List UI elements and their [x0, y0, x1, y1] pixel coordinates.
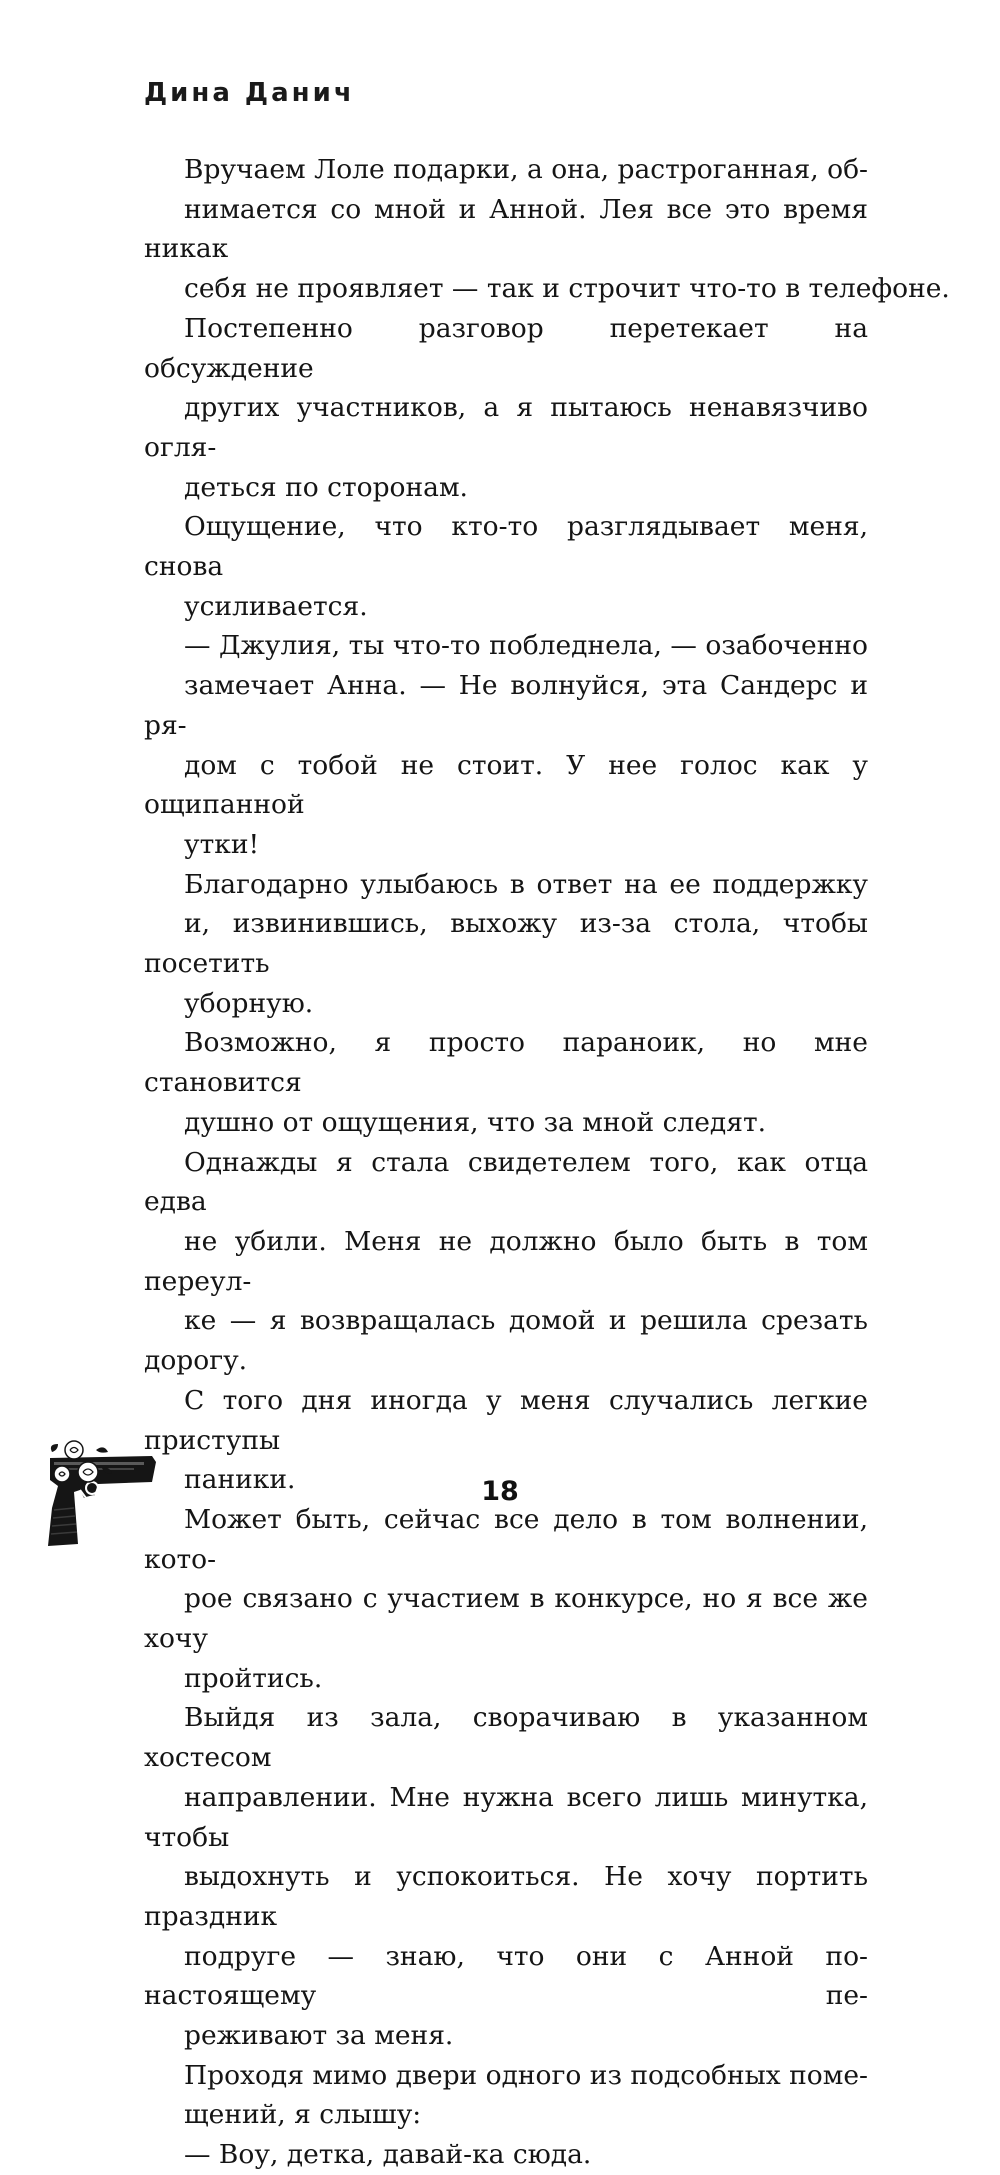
text-line: рое связано с участием в конкурсе, но я все же хочу — [144, 1583, 868, 1655]
text-line: — Воу, детка, давай-ка сюда. — [184, 2139, 592, 2171]
paragraph — [144, 1500, 868, 1699]
text-line: щений, я слышу: — [184, 2099, 422, 2131]
text-line: — Джулия, ты что-то побледнела, — озабоченно — [184, 630, 868, 662]
paragraph — [144, 626, 868, 864]
text-line: нимается со мной и Анной. Лея все это время никак — [144, 193, 868, 265]
text-line: Ощущение, что кто-то разглядывает меня, снова — [144, 511, 868, 583]
text-line: пройтись. — [184, 1662, 323, 1694]
text-line: направлении. Мне нужна всего лишь минутка, чтобы — [144, 1781, 868, 1853]
page-number: 18 — [481, 1476, 519, 1507]
paragraph — [144, 1023, 868, 1142]
text-line: не убили. Меня не должно было быть в том переул- — [144, 1225, 868, 1297]
text-line: деться по сторонам. — [184, 471, 468, 503]
text-line: Может быть, сейчас все дело в том волнении, кото- — [144, 1503, 868, 1575]
paragraph — [144, 1143, 868, 1500]
text-line: Выйдя из зала, сворачиваю в указанном хостесом — [144, 1702, 868, 1774]
text-line: Постепенно разговор перетекает на обсуждение — [144, 312, 868, 384]
text-line: дом с тобой не стоит. У нее голос как у ощипанной — [144, 749, 868, 821]
text-line: себя не проявляет — так и строчит что-то в телефоне. — [184, 273, 950, 305]
paragraph — [144, 309, 868, 508]
running-head-author: Дина Данич — [144, 78, 355, 108]
text-line: паники. — [184, 1464, 296, 1496]
text-line: усиливается. — [184, 590, 368, 622]
paragraph — [144, 865, 868, 1024]
paragraph — [144, 507, 868, 626]
text-line: реживают за меня. — [184, 2020, 454, 2052]
text-line: и, извинившись, выхожу из-за стола, чтобы посетить — [144, 908, 868, 980]
text-line: Благодарно улыбаюсь в ответ на ее поддержку — [184, 868, 868, 900]
text-line: Вручаем Лоле подарки, а она, растроганная, об- — [184, 154, 868, 185]
paragraph — [144, 2056, 868, 2135]
text-line: подруге — знаю, что они с Анной по-настоящему пе- — [144, 1940, 868, 2012]
paragraph — [144, 1698, 868, 2055]
text-line: ке — я возвращалась домой и решила срезать дорогу. — [144, 1305, 868, 1377]
text-line: утки! — [184, 828, 260, 860]
text-line: С того дня иногда у меня случались легкие приступы — [144, 1384, 868, 1456]
text-line: душно от ощущения, что за мной следят. — [184, 1106, 767, 1138]
text-line: выдохнуть и успокоиться. Не хочу портить праздник — [144, 1861, 868, 1932]
text-line: Проходя мимо двери одного из подсобных поме- — [184, 2059, 868, 2091]
text-line: уборную. — [184, 987, 314, 1019]
paragraph — [144, 150, 950, 309]
text-line: других участников, а я пытаюсь ненавязчиво огля- — [144, 392, 868, 463]
text-line: замечает Анна. — Не волнуйся, эта Сандерс и ря- — [144, 670, 868, 741]
body-text — [144, 150, 950, 2175]
text-line: Однажды я стала свидетелем того, как отца едва — [144, 1146, 868, 1218]
text-line: Возможно, я просто параноик, но мне становится — [144, 1027, 868, 1099]
paragraph — [144, 2135, 868, 2175]
